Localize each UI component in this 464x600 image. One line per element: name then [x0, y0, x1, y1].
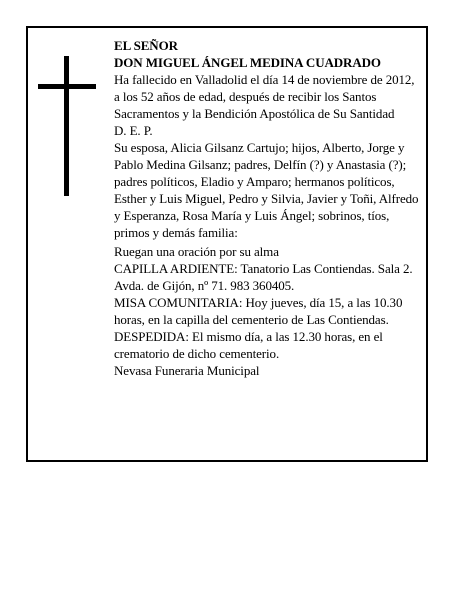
capilla-ardiente: CAPILLA ARDIENTE: Tanatorio Las Contiendas. Sala 2. Avda. de Gijón, nº 71. 983 360405.	[114, 261, 413, 293]
obituary-text	[114, 37, 422, 379]
dep-line: D. E. P.	[114, 123, 153, 138]
despedida: DESPEDIDA: El mismo día, a las 12.30 horas, en el crematorio de dicho cementerio.	[114, 329, 383, 361]
cross-icon-crossbar	[38, 84, 96, 89]
misa-comunitaria: MISA COMUNITARIA: Hoy jueves, día 15, a las 10.30 horas, en la capilla del cementerio de Las Contiendas.	[114, 295, 403, 327]
cross-icon	[64, 56, 69, 196]
death-announcement: Ha fallecido en Valladolid el día 14 de noviembre de 2012, a los 52 años de edad, después de recibir los Santos Sacramentos y la Bendición Apostólica de Su Santidad	[114, 72, 415, 121]
family-list: Su esposa, Alicia Gilsanz Cartujo; hijos, Alberto, Jorge y Pablo Medina Gilsanz; padres, Delfín (?) y Anastasia (?); padres políticos, Eladio y Amparo; hermanos políticos, Esther y Luis Miguel, Pedro y Silvia, Javier y Toñi, Alfredo y Esperanza, Rosa María y Luis Ángel; sobrinos, tíos, primos y demás familia:	[114, 140, 419, 240]
deceased-name: DON MIGUEL ÁNGEL MEDINA CUADRADO	[114, 55, 381, 70]
prayer-request: Ruegan una oración por su alma	[114, 244, 279, 259]
notice-title: EL SEÑOR	[114, 38, 178, 53]
funeral-home: Nevasa Funeraria Municipal	[114, 363, 260, 378]
